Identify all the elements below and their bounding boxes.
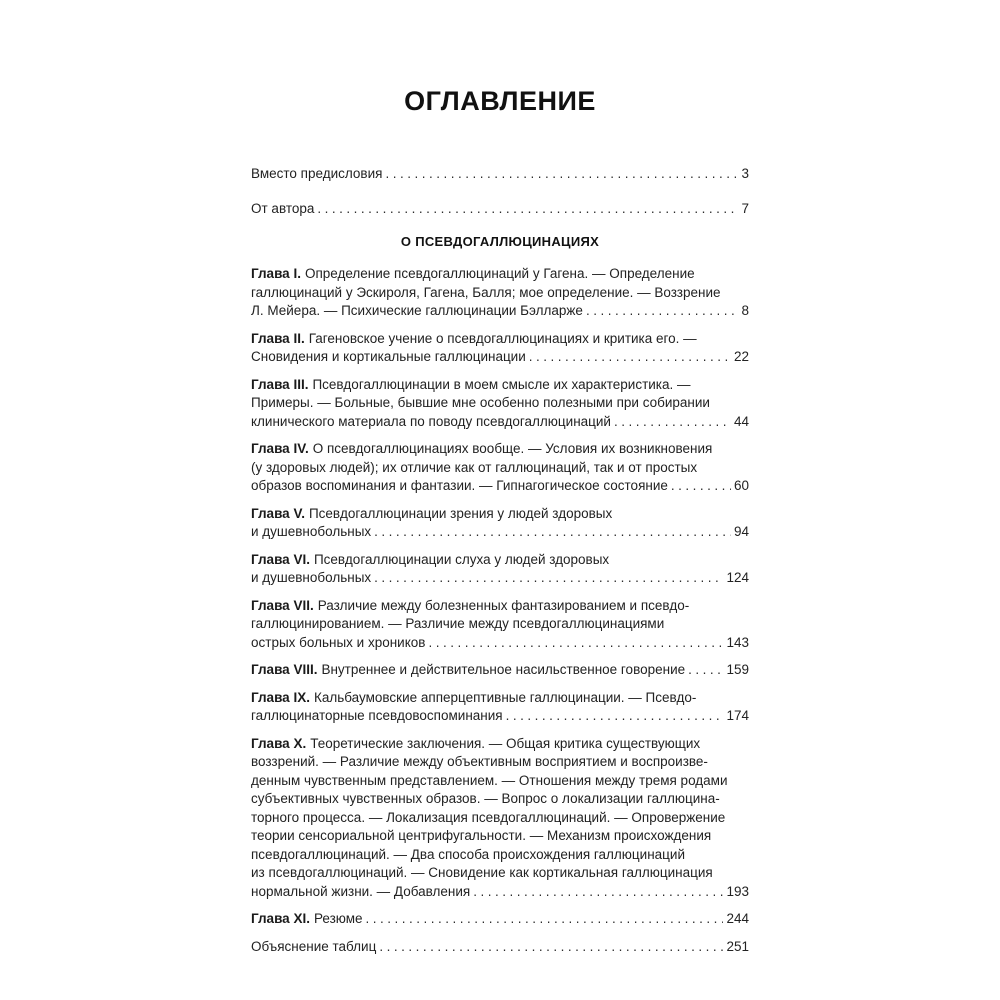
entry-line xyxy=(251,846,749,865)
toc-entry xyxy=(251,735,749,902)
entry-page: 94 xyxy=(733,524,749,539)
chapter-label: Глава I. xyxy=(251,266,301,281)
entry-line xyxy=(251,477,749,496)
entry-text: галлюцинаций у Эскироля, Гагена, Балля; мое определение. — Воззрение xyxy=(251,284,721,300)
chapter-label: Глава XI. xyxy=(251,911,310,926)
entry-text: Кальбаумовские апперцептивные галлюцинации. — Псевдо- xyxy=(313,689,697,705)
entry-text: теории сенсориальной центрифугальности. — Механизм происхождения xyxy=(251,828,712,843)
dot-leader xyxy=(529,348,731,367)
entry-text: и душевнобольных xyxy=(251,524,372,539)
toc-entry xyxy=(251,440,749,496)
entry-text: денным чувственным представлением. — Отношения между тремя родами xyxy=(251,772,728,788)
entry-line xyxy=(251,790,749,809)
entry-page: 244 xyxy=(726,911,749,926)
chapter-label: Глава IV. xyxy=(251,441,309,456)
entry-line xyxy=(251,938,749,957)
entry-text: галлюцинированием. — Различие между псевдогаллюцинациями xyxy=(251,616,665,631)
entry-text: образов воспоминания и фантазии. — Гипнагогическое состояние xyxy=(251,478,668,493)
dot-leader xyxy=(688,661,723,680)
entry-line xyxy=(251,597,749,616)
dot-leader xyxy=(317,200,738,219)
dot-leader xyxy=(506,707,724,726)
entry-line xyxy=(251,523,749,542)
entry-text: Вместо предисловия xyxy=(251,166,383,181)
toc-entry xyxy=(251,910,749,929)
entry-line xyxy=(251,615,749,634)
entry-text: торного процесса. — Локализация псевдогаллюцинаций. — Опровержение xyxy=(251,809,726,825)
entry-line xyxy=(251,809,749,828)
entry-text: субъективных чувственных образов. — Вопрос о локализации галлюцина- xyxy=(251,791,720,806)
toc-entry xyxy=(251,505,749,542)
entry-text: Объяснение таблиц xyxy=(251,938,377,954)
entry-line xyxy=(251,569,749,588)
entry-text: Псевдогаллюцинации в моем смысле их характеристика. — xyxy=(312,376,691,392)
entry-line xyxy=(251,394,749,413)
entry-line xyxy=(251,661,749,680)
chapter-list xyxy=(251,265,749,956)
entry-line xyxy=(251,348,749,367)
entry-line xyxy=(251,753,749,772)
entry-page: 44 xyxy=(733,413,749,429)
entry-text: Псевдогаллюцинации зрения у людей здоровых xyxy=(308,505,613,521)
chapter-label: Глава VIII. xyxy=(251,662,318,677)
toc-entry xyxy=(251,330,749,367)
entry-line xyxy=(251,707,749,726)
entry-line xyxy=(251,735,749,754)
entry-line xyxy=(251,284,749,303)
entry-line xyxy=(251,827,749,846)
dot-leader xyxy=(428,634,723,653)
toc-entry xyxy=(251,200,749,219)
entry-page: 143 xyxy=(726,634,749,650)
entry-page: 159 xyxy=(726,662,749,677)
entry-line xyxy=(251,772,749,791)
toc-entry xyxy=(251,938,749,957)
entry-text: псевдогаллюцинаций. — Два способа происхождения галлюцинаций xyxy=(251,846,685,862)
entry-text: (у здоровых людей); их отличие как от галлюцинаций, так и от простых xyxy=(251,459,698,475)
section-heading: О ПСЕВДОГАЛЛЮЦИНАЦИЯХ xyxy=(400,234,600,249)
entry-text: Сновидения и кортикальные галлюцинации xyxy=(251,349,526,364)
toc-entry xyxy=(251,265,749,321)
entry-page: 8 xyxy=(741,303,749,318)
entry-text: острых больных и хроников xyxy=(251,634,426,650)
entry-text: Резюме xyxy=(313,911,363,926)
entry-text: нормальной жизни. — Добавления xyxy=(251,883,471,899)
entry-page: 7 xyxy=(741,200,749,216)
entry-line xyxy=(251,330,749,349)
dot-leader xyxy=(385,165,738,184)
toc-entry xyxy=(251,376,749,432)
chapter-label: Глава X. xyxy=(251,735,307,751)
entry-text: О псевдогаллюцинациях вообще. — Условия их возникновения xyxy=(312,441,713,456)
entry-line xyxy=(251,376,749,395)
chapter-label: Глава IX. xyxy=(251,689,310,705)
entry-page: 251 xyxy=(726,938,749,954)
entry-text: От автора xyxy=(251,200,315,216)
entry-text: Псевдогаллюцинации слуха у людей здоровых xyxy=(313,551,610,567)
entry-line xyxy=(251,505,749,524)
entry-text: галлюцинаторные псевдовоспоминания xyxy=(251,708,503,723)
entry-line xyxy=(251,864,749,883)
entry-text: Определение псевдогаллюцинаций у Гагена. — Определение xyxy=(304,266,695,281)
dot-leader xyxy=(473,883,723,902)
page-title: ОГЛАВЛЕНИЕ xyxy=(404,86,596,116)
entry-page: 174 xyxy=(726,708,749,723)
entry-line xyxy=(251,883,749,902)
entry-line xyxy=(251,302,749,321)
chapter-label: Глава III. xyxy=(251,376,309,392)
entry-page: 3 xyxy=(741,166,749,181)
front-matter xyxy=(251,165,749,218)
toc-entry xyxy=(251,165,749,184)
dot-leader xyxy=(671,477,731,496)
dot-leader xyxy=(374,569,723,588)
entry-text: и душевнобольных xyxy=(251,570,372,585)
toc-entry xyxy=(251,551,749,588)
entry-line xyxy=(251,440,749,459)
dot-leader xyxy=(366,910,724,929)
chapter-label: Глава VI. xyxy=(251,551,310,567)
entry-line xyxy=(251,265,749,284)
entry-text: Л. Мейера. — Психические галлюцинации Бэлларже xyxy=(251,303,583,318)
entry-text: Внутреннее и действительное насильственное говорение xyxy=(321,662,686,677)
dot-leader xyxy=(379,938,723,957)
dot-leader xyxy=(586,302,739,321)
chapter-label: Глава VII. xyxy=(251,597,314,613)
chapter-label: Глава II. xyxy=(251,330,305,346)
entry-text: из псевдогаллюцинаций. — Сновидение как кортикальная галлюцинация xyxy=(251,865,713,880)
entry-text: клинического материала по поводу псевдогаллюцинаций xyxy=(251,413,611,429)
entry-page: 124 xyxy=(726,570,749,585)
entry-text: Теоретические заключения. — Общая критика существующих xyxy=(310,735,701,751)
entry-text: Примеры. — Больные, бывшие мне особенно полезными при собирании xyxy=(251,395,710,410)
entry-line xyxy=(251,459,749,478)
entry-line xyxy=(251,413,749,432)
entry-line xyxy=(251,689,749,708)
entry-page: 22 xyxy=(733,349,749,364)
entry-text: воззрений. — Различие между объективным восприятием и воспроизве- xyxy=(251,754,708,769)
toc-entry xyxy=(251,661,749,680)
entry-page: 60 xyxy=(733,478,749,493)
entry-line xyxy=(251,634,749,653)
chapter-label: Глава V. xyxy=(251,505,305,521)
entry-text: Гагеновское учение о псевдогаллюцинациях и критика его. — xyxy=(308,330,697,346)
entry-page: 193 xyxy=(726,883,749,899)
entry-line xyxy=(251,551,749,570)
toc-entry xyxy=(251,689,749,726)
toc-entry xyxy=(251,597,749,653)
dot-leader xyxy=(374,523,731,542)
toc-page xyxy=(251,0,749,956)
entry-text: Различие между болезненных фантазированием и псевдо- xyxy=(317,597,690,613)
dot-leader xyxy=(614,413,731,432)
entry-line xyxy=(251,910,749,929)
